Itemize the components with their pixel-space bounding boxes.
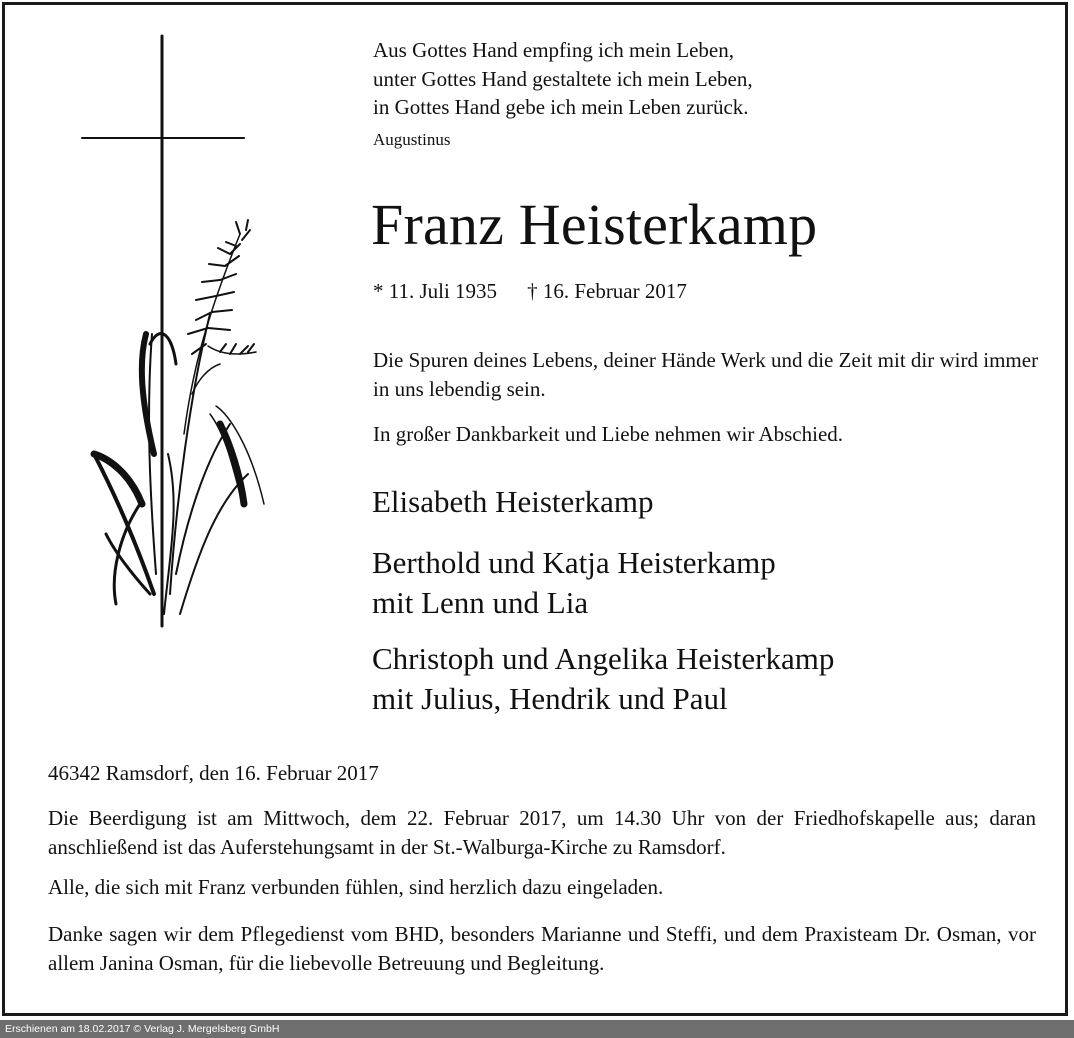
quote (373, 36, 753, 122)
family-member (372, 482, 654, 522)
family-member-children: mit Lenn und Lia (372, 585, 589, 620)
quote-author: Augustinus (373, 130, 451, 149)
family-member-name: Elisabeth Heisterkamp (372, 484, 654, 519)
acknowledgements: Danke sagen wir dem Pflegedienst vom BHD, besonders Marianne und Steffi, und dem Praxisteam Dr. Osman, vor allem Janina Osman, für die liebevolle Betreuung und Begleitung. (48, 922, 1036, 975)
funeral-details: Die Beerdigung ist am Mittwoch, dem 22. Februar 2017, um 14.30 Uhr von der Friedhofskapelle aus; daran anschließend ist das Auferstehungsamt in der St.-Walburga-Kirche zu Ramsdorf. (48, 806, 1036, 859)
quote-line: in Gottes Hand gebe ich mein Leben zurück. (373, 95, 749, 119)
memorial-text: Die Spuren deines Lebens, deiner Hände Werk und die Zeit mit dir wird immer in uns lebendig sein. (373, 348, 1039, 401)
life-dates (373, 279, 687, 304)
family-member (372, 543, 776, 623)
family-member-name: Berthold und Katja Heisterkamp (372, 545, 776, 580)
quote-line: unter Gottes Hand gestaltete ich mein Leben, (373, 66, 753, 91)
invitation: Alle, die sich mit Franz verbunden fühlen, sind herzlich dazu eingeladen. (48, 875, 664, 899)
quote-line: Aus Gottes Hand empfing ich mein Leben, (373, 38, 734, 62)
place-date: 46342 Ramsdorf, den 16. Februar 2017 (48, 761, 379, 785)
farewell-text: In großer Dankbarkeit und Liebe nehmen wir Abschied. (373, 422, 844, 446)
publication-footer: Erschienen am 18.02.2017 © Verlag J. Mergelsberg GmbH (0, 1020, 1074, 1038)
birth-date: * 11. Juli 1935 (373, 279, 498, 303)
deceased-name: Franz Heisterkamp (371, 192, 818, 257)
family-member-name: Christoph und Angelika Heisterkamp (372, 641, 835, 676)
death-date: † 16. Februar 2017 (527, 279, 687, 303)
cross-with-grasses-icon (80, 34, 280, 630)
family-member (372, 639, 834, 719)
family-member-children: mit Julius, Hendrik und Paul (372, 681, 728, 716)
